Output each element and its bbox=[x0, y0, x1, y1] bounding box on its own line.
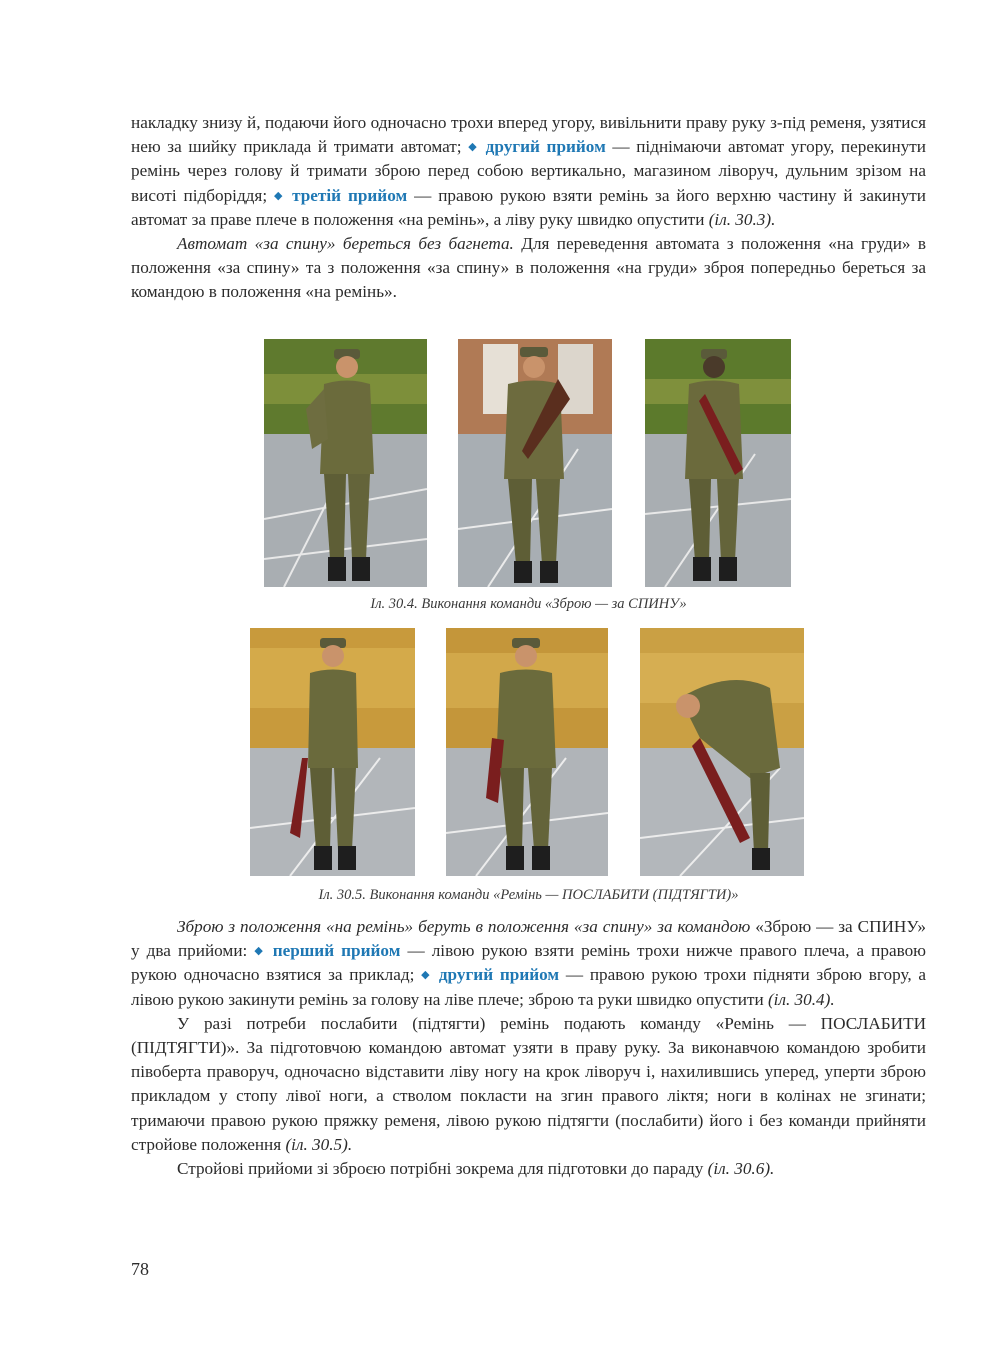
text-block-top bbox=[131, 111, 926, 305]
figure-reference: (іл. 30.5). bbox=[285, 1134, 353, 1154]
diamond-bullet-icon: ◆ bbox=[254, 945, 266, 958]
soldier-photo-icon bbox=[250, 628, 415, 876]
soldier-photo-icon bbox=[645, 339, 791, 587]
paragraph-parade: Стройові прийоми зі зброєю потрібні зокрема для підготовки до параду (іл. 30.6). bbox=[177, 1159, 775, 1179]
diamond-bullet-icon: ◆ bbox=[274, 189, 286, 202]
soldier-photo-icon bbox=[458, 339, 612, 587]
caption-30-5: Іл. 30.5. Виконання команди «Ремінь — ПОСЛАБИТИ (ПІДТЯГТИ)» bbox=[318, 887, 739, 903]
photo-30-5-b bbox=[446, 628, 608, 876]
photo-30-5-c bbox=[640, 628, 804, 876]
caption-30-4: Іл. 30.4. Виконання команди «Зброю — за СПИНУ» bbox=[370, 596, 687, 612]
diamond-bullet-icon: ◆ bbox=[468, 141, 480, 154]
figure-reference: (іл. 30.6). bbox=[707, 1159, 775, 1179]
photo-30-4-b bbox=[458, 339, 612, 587]
soldier-photo-icon bbox=[264, 339, 427, 587]
figure-reference: (іл. 30.4). bbox=[767, 989, 835, 1009]
photo-30-4-a bbox=[264, 339, 427, 587]
paragraph-back-carry: Автомат «за спину» береться без багнета. Для переведення автомата з положення «на груди» в положення «за спину» та з положення «за спину» в положення «на груди» зброя попередньо береться за командою в положення «на ремінь». bbox=[131, 234, 927, 302]
paragraph-belt: У разі потреби послабити (підтягти) ремінь подають команду «Ремінь — ПОСЛАБИТИ (ПІДТЯГТИ)». За підготовчою командою автомат узяти в праву руку. За виконавчою командою зробити півоберта праворуч, одночасно відставити ліву ногу на крок ліворуч і, нахилившись уперед, уперти зброю прикладом у стопу лівої ноги, а стволом покласти на згин правого ліктя; ноги в колінах не згинати; тримаючи правою рукою пряжку ременя, лівою рукою підтягти (послабити) його і без команди прийняти стройове положення (іл. 30.5). bbox=[131, 1013, 926, 1154]
soldier-photo-icon bbox=[640, 628, 804, 876]
paragraph-back-command: Зброю з положення «на ремінь» беруть в положення «за спину» за командою «Зброю — за СПИНУ» у два прийоми: ◆ перший прийом — лівою рукою взяти ремінь трохи нижче правого плеча, а правою рукою одночасно взятися за приклад; ◆ другий прийом — правою рукою трохи підняти зброю вгору, а лівою рукою закинути ремінь за голову на ліве плече; зброю та руки швидко опустити (іл. 30.4). bbox=[131, 917, 927, 1009]
highlight-second-step: другий прийом bbox=[438, 965, 560, 985]
diamond-bullet-icon: ◆ bbox=[421, 969, 433, 982]
highlight-third-step: третій прийом bbox=[292, 185, 408, 205]
figure-reference: (іл. 30.3). bbox=[708, 209, 776, 229]
highlight-first-step: перший прийом bbox=[272, 941, 401, 961]
soldier-photo-icon bbox=[446, 628, 608, 876]
page-number: 78 bbox=[131, 1259, 149, 1279]
highlight-second-step: другий прийом bbox=[485, 137, 606, 157]
paragraph-continued: накладку знизу й, подаючи його одночасно трохи вперед угору, вивільнити праву руку з-під ременя, узятися нею за шийку приклада й тримати автомат; ◆ другий прийом — піднімаючи автомат угору, перекинути ремінь через голову й тримати зброю перед собою вертикально, магазином ліворуч, дульним зрізом на висоті підборіддя; ◆ третій прийом — правою рукою взяти ремінь за його верхню частину й закинути автомат за праве плече в положення «на ремінь», а ліву руку швидко опустити (іл. 30.3). bbox=[131, 113, 927, 229]
photo-30-5-a bbox=[250, 628, 415, 876]
photo-30-4-c bbox=[645, 339, 791, 587]
text-block-bottom bbox=[131, 915, 926, 1181]
